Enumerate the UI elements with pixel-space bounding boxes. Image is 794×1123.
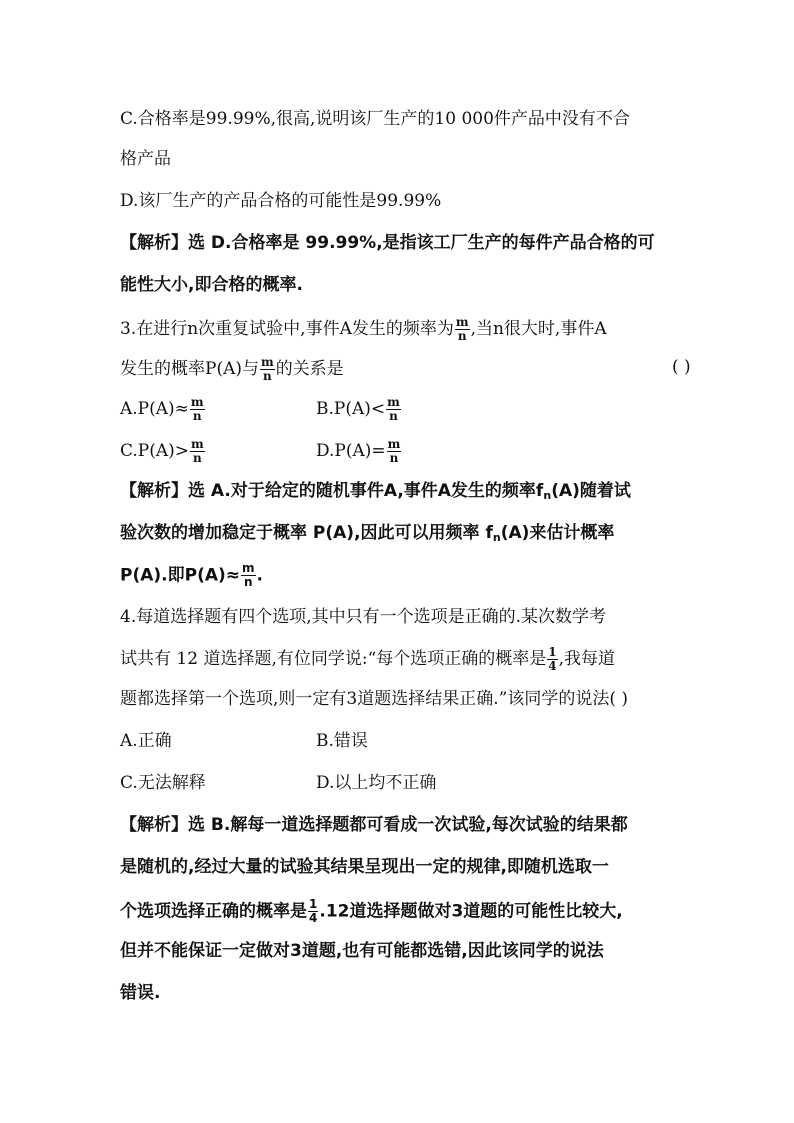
q3-stem-line1: 3.在进行n次重复试验中,事件A发生的频率为 $\frac{m}{n}$ ,当n很大时,事件A xyxy=(120,315,607,343)
q4-analysis-line5: 错误. xyxy=(120,983,161,1003)
q4-stem-line3: 题都选择第一个选项,则一定有3道题选择结果正确.”该同学的说法( ) xyxy=(120,689,628,709)
q4-stem-line2: 试共有 12 道选择题,有位同学说:“每个选项正确的概率是 $\frac{1}{4}$ ,我每道 xyxy=(120,645,616,673)
q3-analysis-line3: P(A).即P(A)≈ $\frac{m}{n}$ . xyxy=(120,561,263,589)
q2-analysis-line1: 【解析】选 D.合格率是 99.99%,是指该工厂生产的每件产品合格的可 xyxy=(120,233,655,253)
analysis-tag: 【解析】 xyxy=(120,233,188,253)
q4-option-d: D.以上均不正确 xyxy=(316,773,437,793)
q2-option-d: D.该厂生产的产品合格的可能性是99.99% xyxy=(120,191,442,211)
q3-option-a: A.P(A)≈ $\frac{m}{n}$ xyxy=(120,395,204,423)
q2-analysis-line2: 能性大小,即合格的概率. xyxy=(120,275,303,295)
q3-option-c: C.P(A)> $\frac{m}{n}$ xyxy=(120,437,204,465)
answer-blank: ( ) xyxy=(672,357,691,377)
q4-option-a: A.正确 xyxy=(120,731,172,751)
q4-option-c: C.无法解释 xyxy=(120,773,206,793)
q3-stem-line2: 发生的概率P(A)与 $\frac{m}{n}$ 的关系是 xyxy=(120,355,344,383)
q4-analysis-line3: 个选项选择正确的概率是 $\frac{1}{4}$ .12道选择题做对3道题的可能性比较大, xyxy=(120,897,623,925)
analysis-tag: 【解析】 xyxy=(120,481,188,501)
fraction-m-over-n: $\frac{m}{n}$ xyxy=(455,315,469,343)
fraction-one-quarter: $\frac{1}{4}$ xyxy=(548,645,557,673)
q3-analysis-line2: 验次数的增加稳定于概率 P(A),因此可以用频率 $f_n(A)$来估计概率 xyxy=(120,523,615,544)
analysis-tag: 【解析】 xyxy=(120,815,188,835)
q3-analysis-line1: 【解析】选 A.对于给定的随机事件A,事件A发生的频率$f_n(A)$随着试 xyxy=(120,481,631,502)
q4-analysis-line4: 但并不能保证一定做对3道题,也有可能都选错,因此该同学的说法 xyxy=(120,941,604,961)
q4-analysis-line2: 是随机的,经过大量的试验其结果呈现出一定的规律,即随机选取一 xyxy=(120,857,609,877)
q4-stem-line1: 4.每道选择题有四个选项,其中只有一个选项是正确的.某次数学考 xyxy=(120,607,607,627)
q4-analysis-line1: 【解析】选 B.解每一道选择题都可看成一次试验,每次试验的结果都 xyxy=(120,815,628,835)
q4-option-b: B.错误 xyxy=(316,731,368,751)
fraction-m-over-n: $\frac{m}{n}$ xyxy=(260,355,274,383)
q2-option-c-line1: C.合格率是99.99%,很高,说明该厂生产的10 000件产品中没有不合 xyxy=(120,109,630,129)
q2-option-c-line2: 格产品 xyxy=(120,149,171,169)
q3-option-b: B.P(A)< $\frac{m}{n}$ xyxy=(316,395,400,423)
q3-option-d: D.P(A)= $\frac{m}{n}$ xyxy=(316,437,401,465)
